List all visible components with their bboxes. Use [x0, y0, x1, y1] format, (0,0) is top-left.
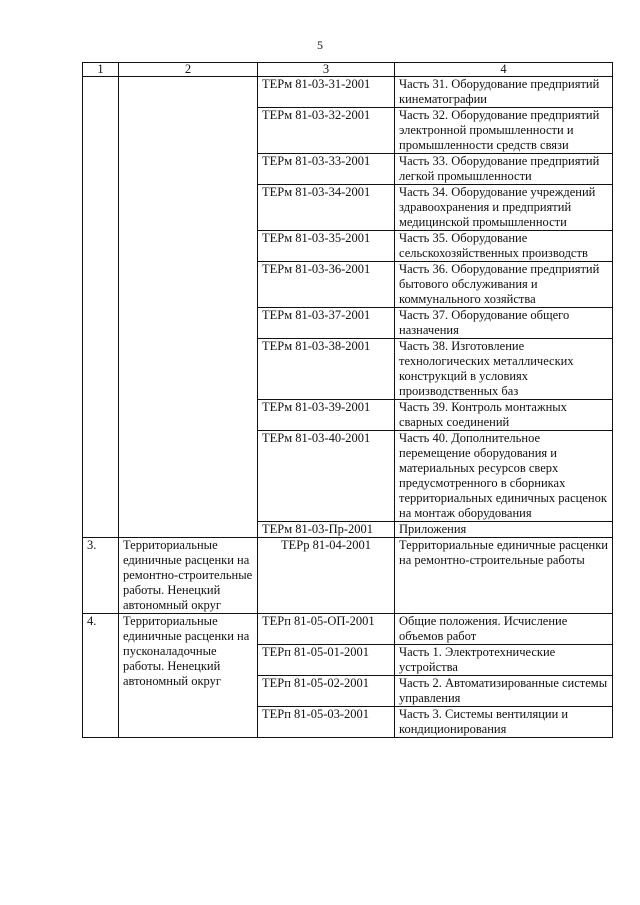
- title-cell: Общие положения. Исчисление объемов работ: [395, 614, 613, 645]
- title-cell: Территориальные единичные расценки на ремонтно-строительные работы: [395, 538, 613, 614]
- code-cell: ТЕРм 81-03-Пр-2001: [258, 522, 395, 538]
- header-col-2: 2: [119, 63, 258, 77]
- page-number: 5: [317, 38, 323, 52]
- group-number-cell: 4.: [83, 614, 119, 738]
- title-cell: Часть 39. Контроль монтажных сварных соединений: [395, 400, 613, 431]
- code-cell: ТЕРм 81-03-40-2001: [258, 431, 395, 522]
- title-cell: Часть 32. Оборудование предприятий электронной промышленности и промышленности средств связи: [395, 108, 613, 154]
- code-cell: ТЕРм 81-03-36-2001: [258, 262, 395, 308]
- table-row: [83, 77, 613, 108]
- group-name-cell: [119, 77, 258, 538]
- title-cell: Часть 38. Изготовление технологических металлических конструкций в условиях производственных баз: [395, 339, 613, 400]
- title-cell: Часть 36. Оборудование предприятий бытового обслуживания и коммунального хозяйства: [395, 262, 613, 308]
- code-cell: ТЕРп 81-05-01-2001: [258, 645, 395, 676]
- title-cell: Часть 1. Электротехнические устройства: [395, 645, 613, 676]
- group-name-cell: Территориальные единичные расценки на ремонтно-строительные работы. Ненецкий автономный округ: [119, 538, 258, 614]
- title-cell: Часть 40. Дополнительное перемещение оборудования и материальных ресурсов сверх предусмотренного в сборниках территориальных единичных расценок на монтаж оборудования: [395, 431, 613, 522]
- code-cell: ТЕРм 81-03-33-2001: [258, 154, 395, 185]
- code-cell: ТЕРм 81-03-32-2001: [258, 108, 395, 154]
- code-cell: ТЕРм 81-03-38-2001: [258, 339, 395, 400]
- table-header-row: [83, 63, 613, 77]
- table-row: [83, 614, 613, 645]
- table-row: [83, 538, 613, 614]
- code-cell: ТЕРм 81-03-35-2001: [258, 231, 395, 262]
- title-cell: Часть 3. Системы вентиляции и кондиционирования: [395, 707, 613, 738]
- code-cell: ТЕРп 81-05-02-2001: [258, 676, 395, 707]
- code-cell: ТЕРм 81-03-31-2001: [258, 77, 395, 108]
- code-cell: ТЕРм 81-03-37-2001: [258, 308, 395, 339]
- code-cell: ТЕРр 81-04-2001: [258, 538, 395, 614]
- code-cell: ТЕРп 81-05-ОП-2001: [258, 614, 395, 645]
- title-cell: Приложения: [395, 522, 613, 538]
- title-cell: Часть 34. Оборудование учреждений здравоохранения и предприятий медицинской промышленности: [395, 185, 613, 231]
- title-cell: Часть 37. Оборудование общего назначения: [395, 308, 613, 339]
- header-col-4: 4: [395, 63, 613, 77]
- header-col-3: 3: [258, 63, 395, 77]
- code-cell: ТЕРп 81-05-03-2001: [258, 707, 395, 738]
- standards-table: [82, 62, 613, 738]
- code-cell: ТЕРм 81-03-39-2001: [258, 400, 395, 431]
- code-cell: ТЕРм 81-03-34-2001: [258, 185, 395, 231]
- group-name-cell: Территориальные единичные расценки на пусконаладочные работы. Ненецкий автономный округ: [119, 614, 258, 738]
- title-cell: Часть 35. Оборудование сельскохозяйственных производств: [395, 231, 613, 262]
- title-cell: Часть 2. Автоматизированные системы управления: [395, 676, 613, 707]
- group-number-cell: 3.: [83, 538, 119, 614]
- group-number-cell: [83, 77, 119, 538]
- title-cell: Часть 31. Оборудование предприятий кинематографии: [395, 77, 613, 108]
- title-cell: Часть 33. Оборудование предприятий легкой промышленности: [395, 154, 613, 185]
- header-col-1: 1: [83, 63, 119, 77]
